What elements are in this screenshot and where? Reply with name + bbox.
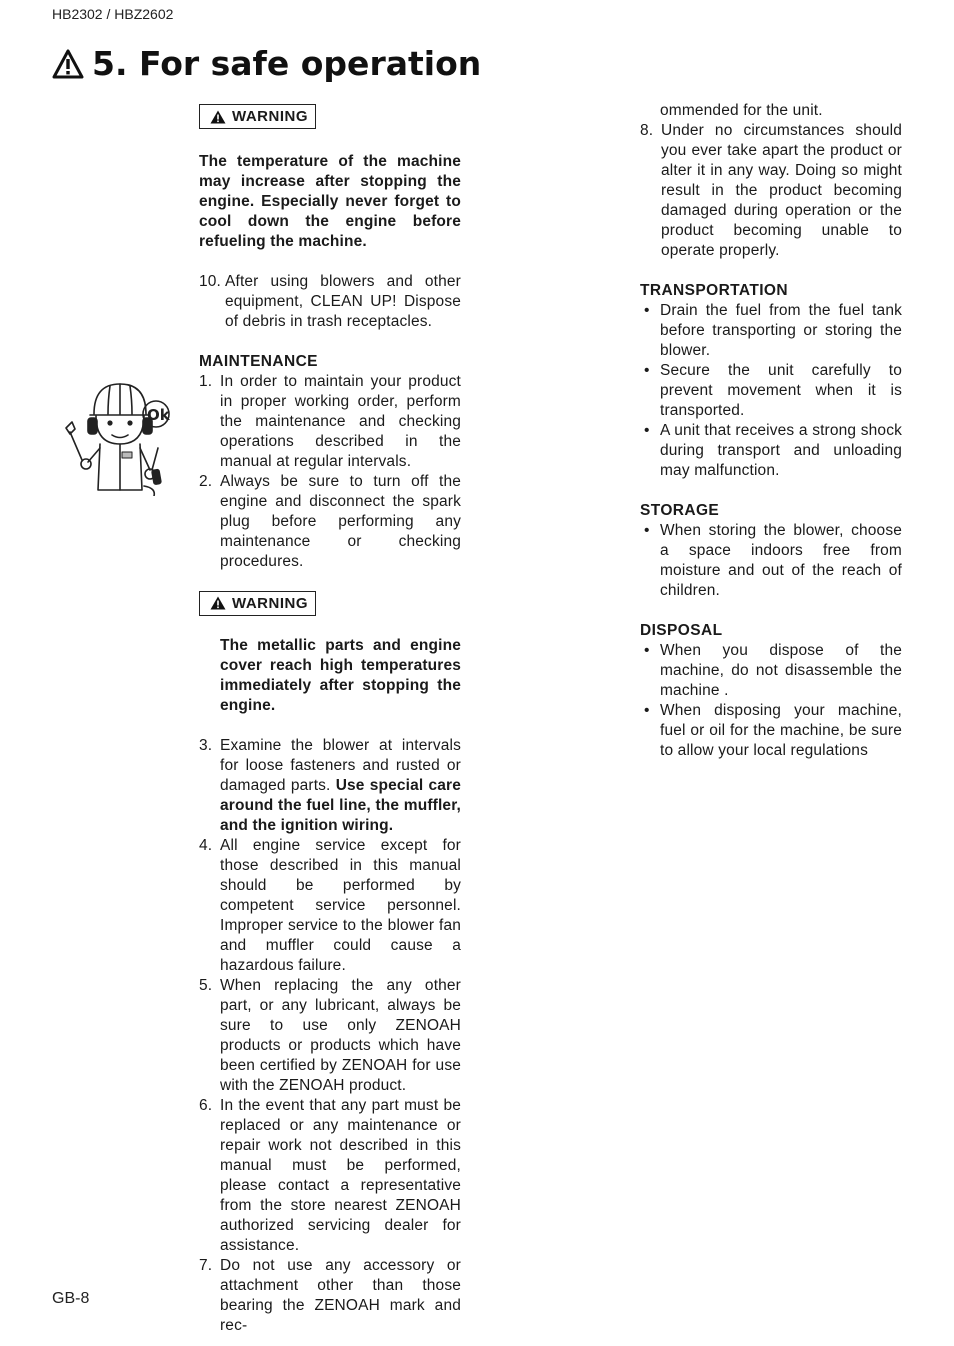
list-item: 4. All engine service except for those described in this manual should be performed by competent service personnel. Improper service to the blower fan and muffler could cause a hazardous failure.	[199, 837, 461, 974]
warning-text-2: The metallic parts and engine cover reach high temperatures immediately after stopping the engine.	[220, 637, 461, 714]
list-item: 2. Always be sure to turn off the engine and disconnect the spark plug before performing any maintenance or checking procedures.	[199, 472, 461, 570]
warning-triangle-icon	[210, 110, 226, 124]
warning-label-text: WARNING	[232, 594, 308, 612]
list-item: 10. After using blowers and other equipment, CLEAN UP! Dispose of debris in trash receptacles.	[199, 272, 461, 330]
list-item: 8. Under no circumstances should you ever take apart the product or alter it in any way. Doing so might result in the product becoming damaged during operation or the product becoming unable to operate properly.	[640, 122, 902, 259]
list-item: • A unit that receives a strong shock during transport and unloading may malfunction.	[644, 422, 902, 479]
list-item: 7. Do not use any accessory or attachment other than those bearing the ZENOAH mark and rec-	[199, 1257, 461, 1334]
list-item: 1. In order to maintain your product in proper working order, perform the maintenance and checking operations described in the manual at regular intervals.	[199, 372, 461, 470]
transportation-list	[640, 301, 902, 481]
page-title	[52, 44, 481, 83]
mechanic-illustration	[64, 378, 178, 496]
warning-triangle-icon	[210, 596, 226, 610]
warning-label-2	[199, 591, 316, 616]
maintenance-heading: MAINTENANCE	[199, 352, 318, 370]
list-item: 5. When replacing the any other part, or any lubricant, always be sure to use only ZENOAH products or products which have been certified by ZENOAH for use with the ZENOAH product.	[199, 977, 461, 1094]
warning-label-text: WARNING	[232, 108, 308, 125]
right-column	[640, 101, 902, 761]
list-item-10	[199, 272, 461, 332]
disposal-list	[640, 641, 902, 761]
list-item: 3. Examine the blower at intervals for loose fasteners and rusted or damaged parts. Use special care around the fuel line, the muffler, and the ignition wiring.	[199, 737, 461, 834]
maintenance-list-b	[199, 736, 461, 1336]
warning-triangle-icon	[52, 49, 84, 79]
transportation-heading: TRANSPORTATION	[640, 282, 788, 299]
list-item: 6. In the event that any part must be replaced or any maintenance or repair work not described in this manual must be performed, please contact a representative from the store nearest ZENOAH authorized servicing dealer for assistance.	[199, 1097, 461, 1254]
page-number: GB-8	[52, 1290, 90, 1307]
warning-label-1	[199, 104, 316, 129]
model-number: HB2302 / HBZ2602	[52, 6, 174, 22]
warning-text-1: The temperature of the machine may increase after stopping the engine. Especially never forget to cool down the engine before refueling the machine.	[199, 152, 461, 250]
page-title-text: 5. For safe operation	[92, 44, 482, 83]
list-item: • When you dispose of the machine, do not disassemble the machine .	[644, 642, 902, 699]
list-item: • Secure the unit carefully to prevent movement when it is transported.	[644, 362, 902, 419]
list-item: • When disposing your machine, fuel or oil for the machine, be sure to allow your local regulations	[644, 702, 902, 759]
continuation-text: ommended for the unit.	[660, 102, 823, 119]
ok-badge-text: Ok	[147, 406, 170, 424]
storage-heading: STORAGE	[640, 502, 720, 519]
list-item-8	[640, 121, 902, 261]
list-item: • Drain the fuel from the fuel tank before transporting or storing the blower.	[644, 302, 902, 359]
storage-list	[640, 521, 902, 601]
maintenance-list-a	[199, 372, 461, 572]
list-item: • When storing the blower, choose a space indoors free from moisture and out of the reach of children.	[644, 522, 902, 599]
left-column	[199, 104, 461, 1336]
disposal-heading: DISPOSAL	[640, 622, 723, 639]
